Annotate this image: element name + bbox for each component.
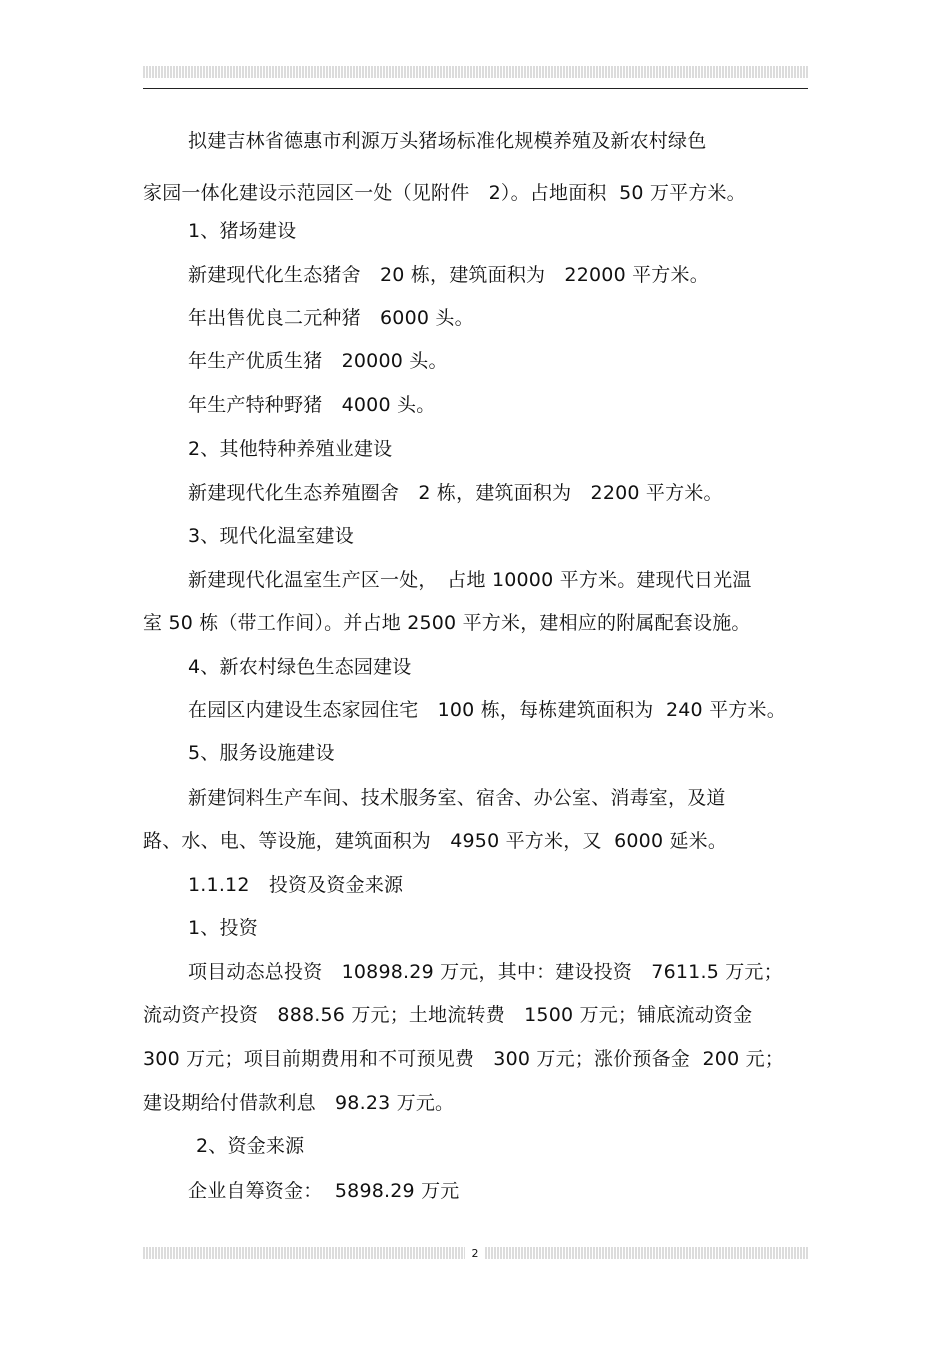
body-line: 新建现代化生态养殖圈舍 2 栋，建筑面积为 2200 平方米。 [188, 482, 723, 504]
body-line: 300 万元；项目前期费用和不可预见费 300 万元；涨价预备金 200 元； [143, 1048, 784, 1070]
body-line: 年生产特种野猪 4000 头。 [188, 394, 436, 416]
body-line: 年出售优良二元种猪 6000 头。 [188, 307, 474, 329]
section-heading: 3、现代化温室建设 [188, 525, 354, 547]
body-line: 新建饲料生产车间、技术服务室、宿舍、办公室、消毒室，及道 [188, 787, 726, 809]
body-line: 项目动态总投资 10898.29 万元，其中：建设投资 7611.5 万元； [188, 961, 783, 983]
body-line: 拟建吉林省德惠市利源万头猪场标准化规模养殖及新农村绿色 [188, 130, 707, 152]
header-decoration [143, 66, 808, 78]
section-heading: 1、投资 [188, 917, 258, 939]
section-heading: 2、资金来源 [196, 1135, 305, 1157]
body-line: 新建现代化温室生产区一处， 占地 10000 平方米。建现代日光温 [188, 569, 752, 591]
body-line: 企业自筹资金： 5898.29 万元 [188, 1180, 460, 1202]
body-line: 在园区内建设生态家园住宅 100 栋，每栋建筑面积为 240 平方米。 [188, 699, 786, 721]
section-heading: 1、猪场建设 [188, 220, 297, 242]
body-line: 室 50 栋（带工作间）。并占地 2500 平方米，建相应的附属配套设施。 [143, 612, 751, 634]
header-rule [143, 88, 808, 89]
section-heading: 2、其他特种养殖业建设 [188, 438, 393, 460]
body-line: 流动资产投资 888.56 万元；土地流转费 1500 万元；铺底流动资金 [143, 1004, 753, 1026]
page-number: 2 [465, 1247, 485, 1261]
body-line: 家园一体化建设示范园区一处（见附件 2）。占地面积 50 万平方米。 [143, 182, 746, 204]
body-line: 新建现代化生态猪舍 20 栋，建筑面积为 22000 平方米。 [188, 264, 709, 286]
body-line: 年生产优质生猪 20000 头。 [188, 350, 448, 372]
body-line: 建设期给付借款利息 98.23 万元。 [143, 1092, 455, 1114]
section-heading: 1.1.12 投资及资金来源 [188, 874, 404, 896]
body-line: 路、水、电、等设施，建筑面积为 4950 平方米，又 6000 延米。 [143, 830, 728, 852]
section-heading: 4、新农村绿色生态园建设 [188, 656, 412, 678]
section-heading: 5、服务设施建设 [188, 742, 335, 764]
